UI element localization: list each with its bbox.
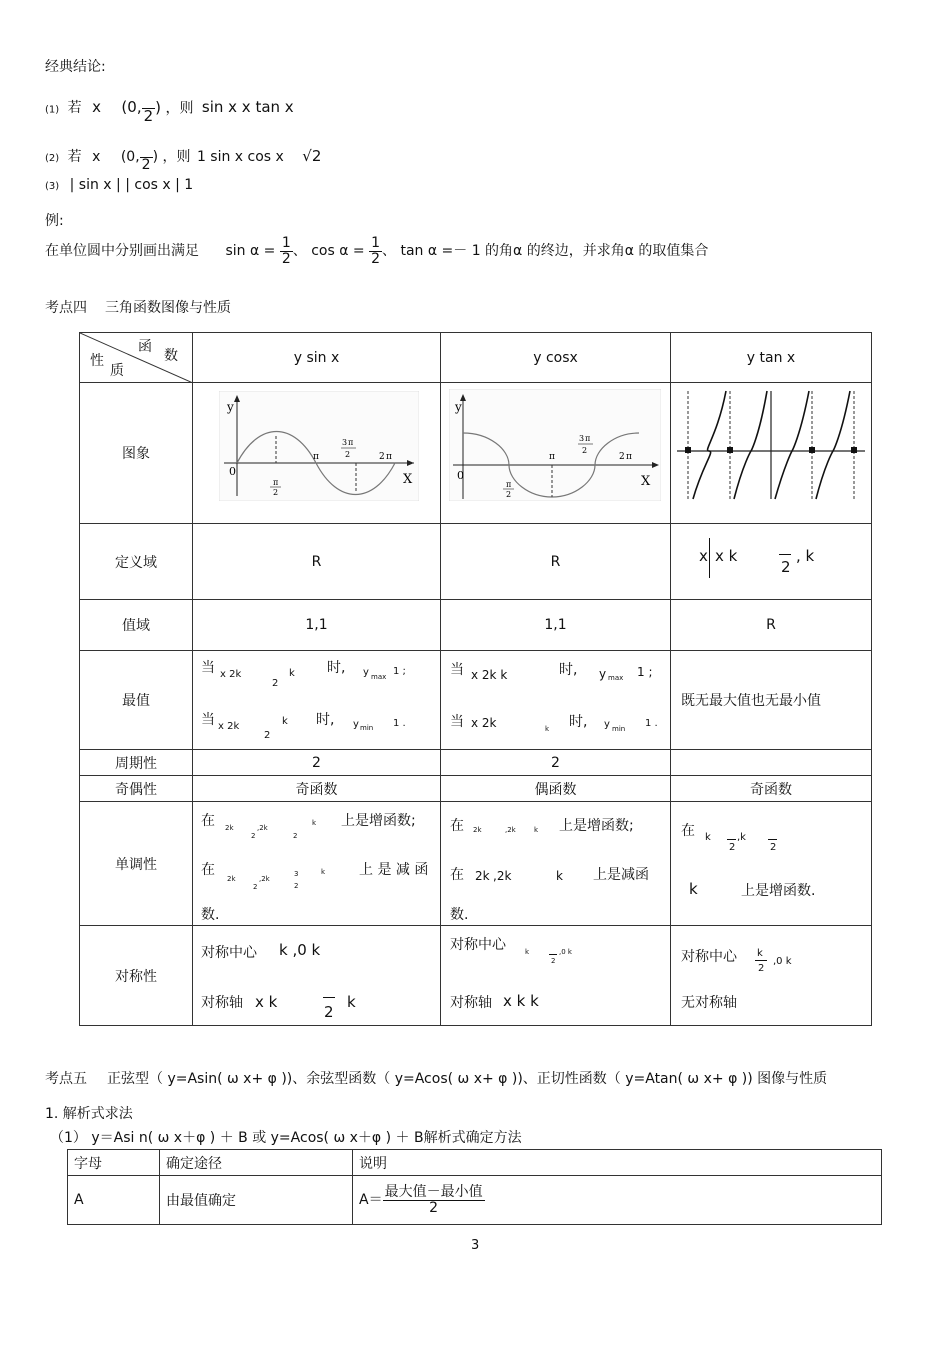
- parity-tan: 奇函数: [671, 776, 872, 802]
- header-note: 说明: [353, 1150, 882, 1176]
- monotonic-cos: 在 2k ,2k k 上是增函数; 在 2k ,2k k 上是减函 数.: [441, 802, 671, 926]
- cell-letter-a: A: [68, 1176, 160, 1225]
- parity-sin: 奇函数: [193, 776, 441, 802]
- symmetry-cos: 对称中心 k 2 ,0 k 对称轴 x k k: [441, 926, 671, 1026]
- symmetry-tan: 对称中心 k 2 ,0 k 无对称轴: [671, 926, 872, 1026]
- period-row: [80, 750, 872, 776]
- header-sin: y sin x: [193, 333, 441, 383]
- method-heading: 1. 解析式求法: [45, 1106, 133, 1122]
- svg-text:π: π: [386, 452, 392, 462]
- symmetry-label: 对称性: [80, 926, 193, 1026]
- sin-y-label: y: [227, 400, 234, 414]
- sin-2: 2: [379, 452, 385, 462]
- conclusion-3: (3) | sin x | | cos x | 1: [45, 177, 194, 193]
- conclusion-2: (2) 若 x (0, 2 ) ，则 1 sin x cos x √2: [45, 142, 321, 172]
- domain-tan: x x k 2 , k: [671, 524, 872, 600]
- svg-text:2: 2: [273, 488, 279, 497]
- sin-pi: π: [313, 452, 319, 462]
- period-label: 周期性: [80, 750, 193, 776]
- svg-text:2: 2: [582, 446, 588, 455]
- example-title: 例:: [45, 213, 64, 229]
- period-tan: [671, 750, 872, 776]
- cos-y-label: y: [455, 400, 462, 414]
- header-letter: 字母: [68, 1150, 160, 1176]
- cell-way-a: 由最值确定: [160, 1176, 353, 1225]
- sin-graph-cell: [193, 383, 441, 524]
- domain-row: [80, 524, 872, 600]
- svg-text:π: π: [348, 438, 354, 447]
- cos-x-label: X: [641, 474, 651, 489]
- symmetry-sin: 对称中心 k ,0 k 对称轴 x k 2 k: [193, 926, 441, 1026]
- extreme-cos: 当 x 2k k 时, y max 1 ; 当 x 2k k 时, y min 1 .: [441, 651, 671, 750]
- page-number: 3: [471, 1238, 480, 1253]
- parity-label: 奇偶性: [80, 776, 193, 802]
- parameter-header-row: [68, 1150, 882, 1176]
- cell-note-a: A＝ $\frac{\text{最大值－最小值}}{2}$: [353, 1176, 882, 1225]
- extreme-row: [80, 651, 872, 750]
- section4-heading: 考点四 三角函数图像与性质: [45, 300, 231, 316]
- monotonic-sin: 在 2k 2 ,2k 2 k 上是增函数; 在 2k 2 ,2k 3 2 k 上 是 减 函 数.: [193, 802, 441, 926]
- header-tan: y tan x: [671, 333, 872, 383]
- sin-pi-half: π: [273, 478, 279, 487]
- cos-pi: π: [549, 452, 555, 462]
- range-sin: 1,1: [193, 600, 441, 651]
- period-cos: 2: [441, 750, 671, 776]
- conclusion-1: (1) 若 x (0, 2 ) ，则 sin x x tan x: [45, 92, 294, 125]
- parameter-table: [67, 1149, 882, 1225]
- graph-label: 图象: [80, 383, 193, 524]
- header-way: 确定途径: [160, 1150, 353, 1176]
- extreme-sin: 当 x 2k 2 k 时, y max 1 ; 当 x 2k 2 k 时, y min 1 .: [193, 651, 441, 750]
- example-text: 在单位圆中分别画出满足 sin α = $\frac{1}{2}$ 、 cos α = $\frac{1}{2}$ 、 tan α =－ 1 的角α 的终边，并求角α 的取值集合: [45, 235, 709, 267]
- cos-origin: 0: [457, 469, 464, 482]
- sin-origin: 0: [229, 465, 236, 478]
- cos-pi-half: π: [506, 480, 512, 489]
- trig-properties-table: [79, 332, 872, 1026]
- parity-row: [80, 776, 872, 802]
- extreme-tan: 既无最大值也无最小值: [671, 651, 872, 750]
- sin-3: 3: [342, 438, 348, 447]
- domain-cos: R: [441, 524, 671, 600]
- sin-graph: [219, 391, 419, 501]
- cos-2: 2: [619, 452, 625, 462]
- cos-graph: [449, 389, 661, 501]
- cos-3: 3: [579, 434, 585, 443]
- diagonal-header-cell: 函 数 性 质: [80, 333, 193, 383]
- svg-text:π: π: [626, 452, 632, 462]
- method-subheading: （1） y＝Asi n( ω x＋φ ) ＋ B 或 y=Acos( ω x＋φ ) ＋ B解析式确定方法: [50, 1130, 522, 1146]
- domain-sin: R: [193, 524, 441, 600]
- extreme-label: 最值: [80, 651, 193, 750]
- parameter-row-a: [68, 1176, 882, 1225]
- monotonic-tan: 在 k 2 ,k 2 k 上是增函数.: [671, 802, 872, 926]
- svg-text:2: 2: [506, 490, 512, 499]
- monotonic-row: [80, 802, 872, 926]
- section5-heading: 考点五 正弦型（ y=Asin( ω x+ φ ))、余弦型函数（ y=Acos( ω x+ φ ))、正切性函数（ y=Atan( ω x+ φ )) 图像与性质: [45, 1071, 828, 1087]
- tan-graph: [675, 389, 867, 501]
- parity-cos: 偶函数: [441, 776, 671, 802]
- range-label: 值域: [80, 600, 193, 651]
- cos-graph-cell: [441, 383, 671, 524]
- tan-graph-cell: [671, 383, 872, 524]
- sin-x-label: X: [403, 472, 413, 487]
- range-cos: 1,1: [441, 600, 671, 651]
- svg-text:π: π: [585, 434, 591, 443]
- range-row: [80, 600, 872, 651]
- header-cos: y cosx: [441, 333, 671, 383]
- range-tan: R: [671, 600, 872, 651]
- period-sin: 2: [193, 750, 441, 776]
- symmetry-row: [80, 926, 872, 1026]
- conclusions-title: 经典结论:: [45, 59, 106, 75]
- domain-label: 定义域: [80, 524, 193, 600]
- header-row: [80, 333, 872, 383]
- graph-row: [80, 383, 872, 524]
- sin-3pi-den: 2: [345, 450, 351, 459]
- monotonic-label: 单调性: [80, 802, 193, 926]
